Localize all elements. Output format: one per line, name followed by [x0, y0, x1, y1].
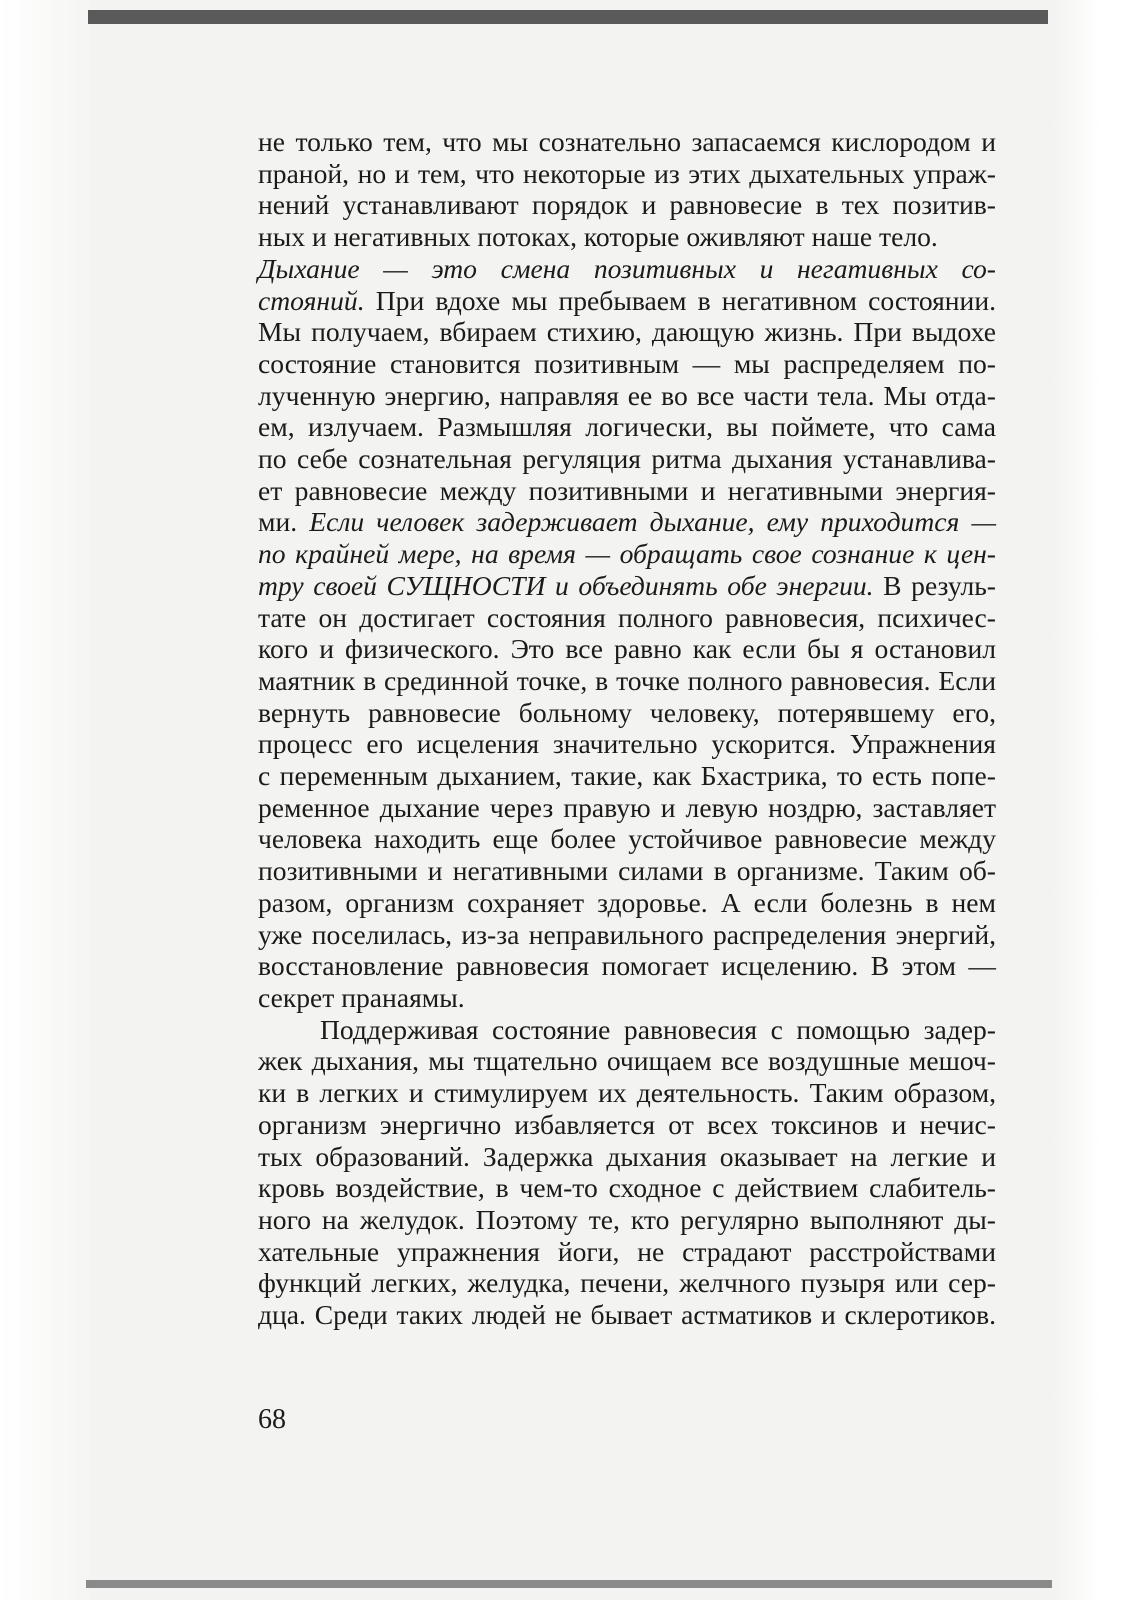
text-line — [258, 538, 996, 570]
text-segment: ного на желудок. Поэтому те, кто регулярно выполняют ды- — [258, 1203, 996, 1235]
text-line — [258, 792, 996, 824]
text-segment: кого и физического. Это все равно как если бы я остановил — [258, 633, 996, 665]
text-line — [258, 887, 996, 919]
text-segment: ми. — [258, 506, 310, 538]
text-line — [258, 443, 996, 475]
text-line — [258, 1109, 996, 1141]
text-segment: При вдохе мы пребываем в негативном состоянии. — [364, 284, 996, 316]
text-segment: ет равновесие между позитивными и негативными энергия- — [258, 474, 996, 506]
text-segment: кровь воздействие, в чем-то сходное с действием слабитель- — [258, 1172, 996, 1204]
scan-right-margin — [1052, 0, 1132, 1600]
italic-text-segment: Дыхание — это смена позитивных и негативных со- — [258, 252, 996, 284]
text-segment: секрет пранаямы. — [258, 981, 465, 1013]
text-line — [258, 221, 996, 253]
text-segment: ных и негативных потоках, которые оживляют наше тело. — [258, 221, 938, 253]
scan-bottom-shadow — [86, 1580, 1052, 1588]
text-line — [258, 316, 996, 348]
text-line — [258, 919, 996, 951]
text-line — [258, 570, 996, 602]
text-line — [258, 602, 996, 634]
text-line — [258, 1172, 996, 1204]
text-line — [258, 380, 996, 412]
page-number: 68 — [258, 1404, 286, 1435]
text-line — [258, 1045, 996, 1077]
text-line — [258, 697, 996, 729]
text-line — [258, 348, 996, 380]
text-line — [258, 1267, 996, 1299]
text-line — [258, 728, 996, 760]
text-segment: тых образований. Задержка дыхания оказывает на легкие и — [258, 1140, 996, 1172]
text-segment: нений устанавливают порядок и равновесие в тех позитив- — [258, 189, 996, 221]
text-segment: позитивными и негативными силами в организме. Таким об- — [258, 855, 996, 887]
text-line — [258, 760, 996, 792]
text-segment: вернуть равновесие больному человеку, потерявшему его, — [258, 696, 996, 728]
text-line — [258, 253, 996, 285]
text-segment: Поддерживая состояние равновесия с помощью задер- — [320, 1013, 996, 1045]
text-segment: ем, излучаем. Размышляя логически, вы поймете, что сама — [258, 411, 996, 443]
text-segment: жек дыхания, мы тщательно очищаем все воздушные мешоч- — [258, 1045, 996, 1077]
text-segment: не только тем, что мы сознательно запасаемся кислородом и — [258, 126, 996, 157]
text-line — [258, 475, 996, 507]
text-segment: с переменным дыханием, такие, как Бхастрика, то есть попе- — [258, 760, 996, 792]
text-line — [258, 411, 996, 443]
text-segment: маятник в срединной точке, в точке полного равновесия. Если — [258, 664, 996, 696]
text-segment: восстановление равновесия помогает исцелению. В этом — — [258, 950, 996, 982]
text-segment: тате он достигает состояния полного равновесия, психичес- — [258, 601, 996, 633]
text-segment: лученную энергию, направляя ее во все части тела. Мы отда- — [258, 379, 996, 411]
text-line — [258, 665, 996, 697]
text-line — [258, 1299, 996, 1331]
text-segment: функций легких, желудка, печени, желчного пузыря или сер- — [258, 1267, 996, 1299]
text-line — [258, 1204, 996, 1236]
text-segment: дца. Среди таких людей не бывает астматиков и склеротиков. — [258, 1299, 996, 1331]
text-line — [258, 855, 996, 887]
page-body-text — [258, 126, 996, 1331]
text-segment: Мы получаем, вбираем стихию, дающую жизнь. При выдохе — [258, 316, 996, 348]
text-line — [258, 506, 996, 538]
text-segment: процесс его исцеления значительно ускорится. Упражнения — [258, 728, 996, 760]
text-segment: ременное дыхание через правую и левую ноздрю, заставляет — [258, 791, 996, 823]
text-line — [258, 1014, 996, 1046]
scan-left-margin — [0, 0, 90, 1600]
text-line — [258, 633, 996, 665]
italic-text-segment: по крайней мере, на время — обращать свое сознание к цен- — [258, 538, 996, 570]
text-segment: организм энергично избавляется от всех токсинов и нечис- — [258, 1108, 996, 1140]
text-line — [258, 189, 996, 221]
text-segment: В резуль- — [873, 569, 996, 601]
text-segment: хательные упражнения йоги, не страдают расстройствами — [258, 1235, 996, 1267]
italic-text-segment: Если человек задерживает дыхание, ему приходится — — [309, 506, 996, 538]
text-line — [258, 126, 996, 158]
scan-top-shadow — [88, 10, 1048, 24]
text-line — [258, 1077, 996, 1109]
text-line — [258, 1141, 996, 1173]
text-line — [258, 285, 996, 317]
text-segment: уже поселилась, из-за неправильного распределения энергий, — [258, 918, 996, 950]
text-segment: по себе сознательная регуляция ритма дыхания устанавлива- — [258, 443, 996, 475]
text-line — [258, 950, 996, 982]
text-line — [258, 1236, 996, 1268]
text-segment: разом, организм сохраняет здоровье. А если болезнь в нем — [258, 886, 996, 918]
text-segment: человека находить еще более устойчивое равновесие между — [258, 823, 996, 855]
text-line — [258, 982, 996, 1014]
italic-text-segment: тру своей СУЩНОСТИ и объединять обе энергии. — [258, 569, 874, 601]
italic-text-segment: стояний. — [258, 284, 365, 316]
text-line — [258, 158, 996, 190]
text-line — [258, 823, 996, 855]
text-segment: состояние становится позитивным — мы распределяем по- — [258, 347, 996, 379]
text-segment: праной, но и тем, что некоторые из этих дыхательных упраж- — [258, 157, 996, 189]
text-segment: ки в легких и стимулируем их деятельность. Таким образом, — [258, 1077, 996, 1109]
